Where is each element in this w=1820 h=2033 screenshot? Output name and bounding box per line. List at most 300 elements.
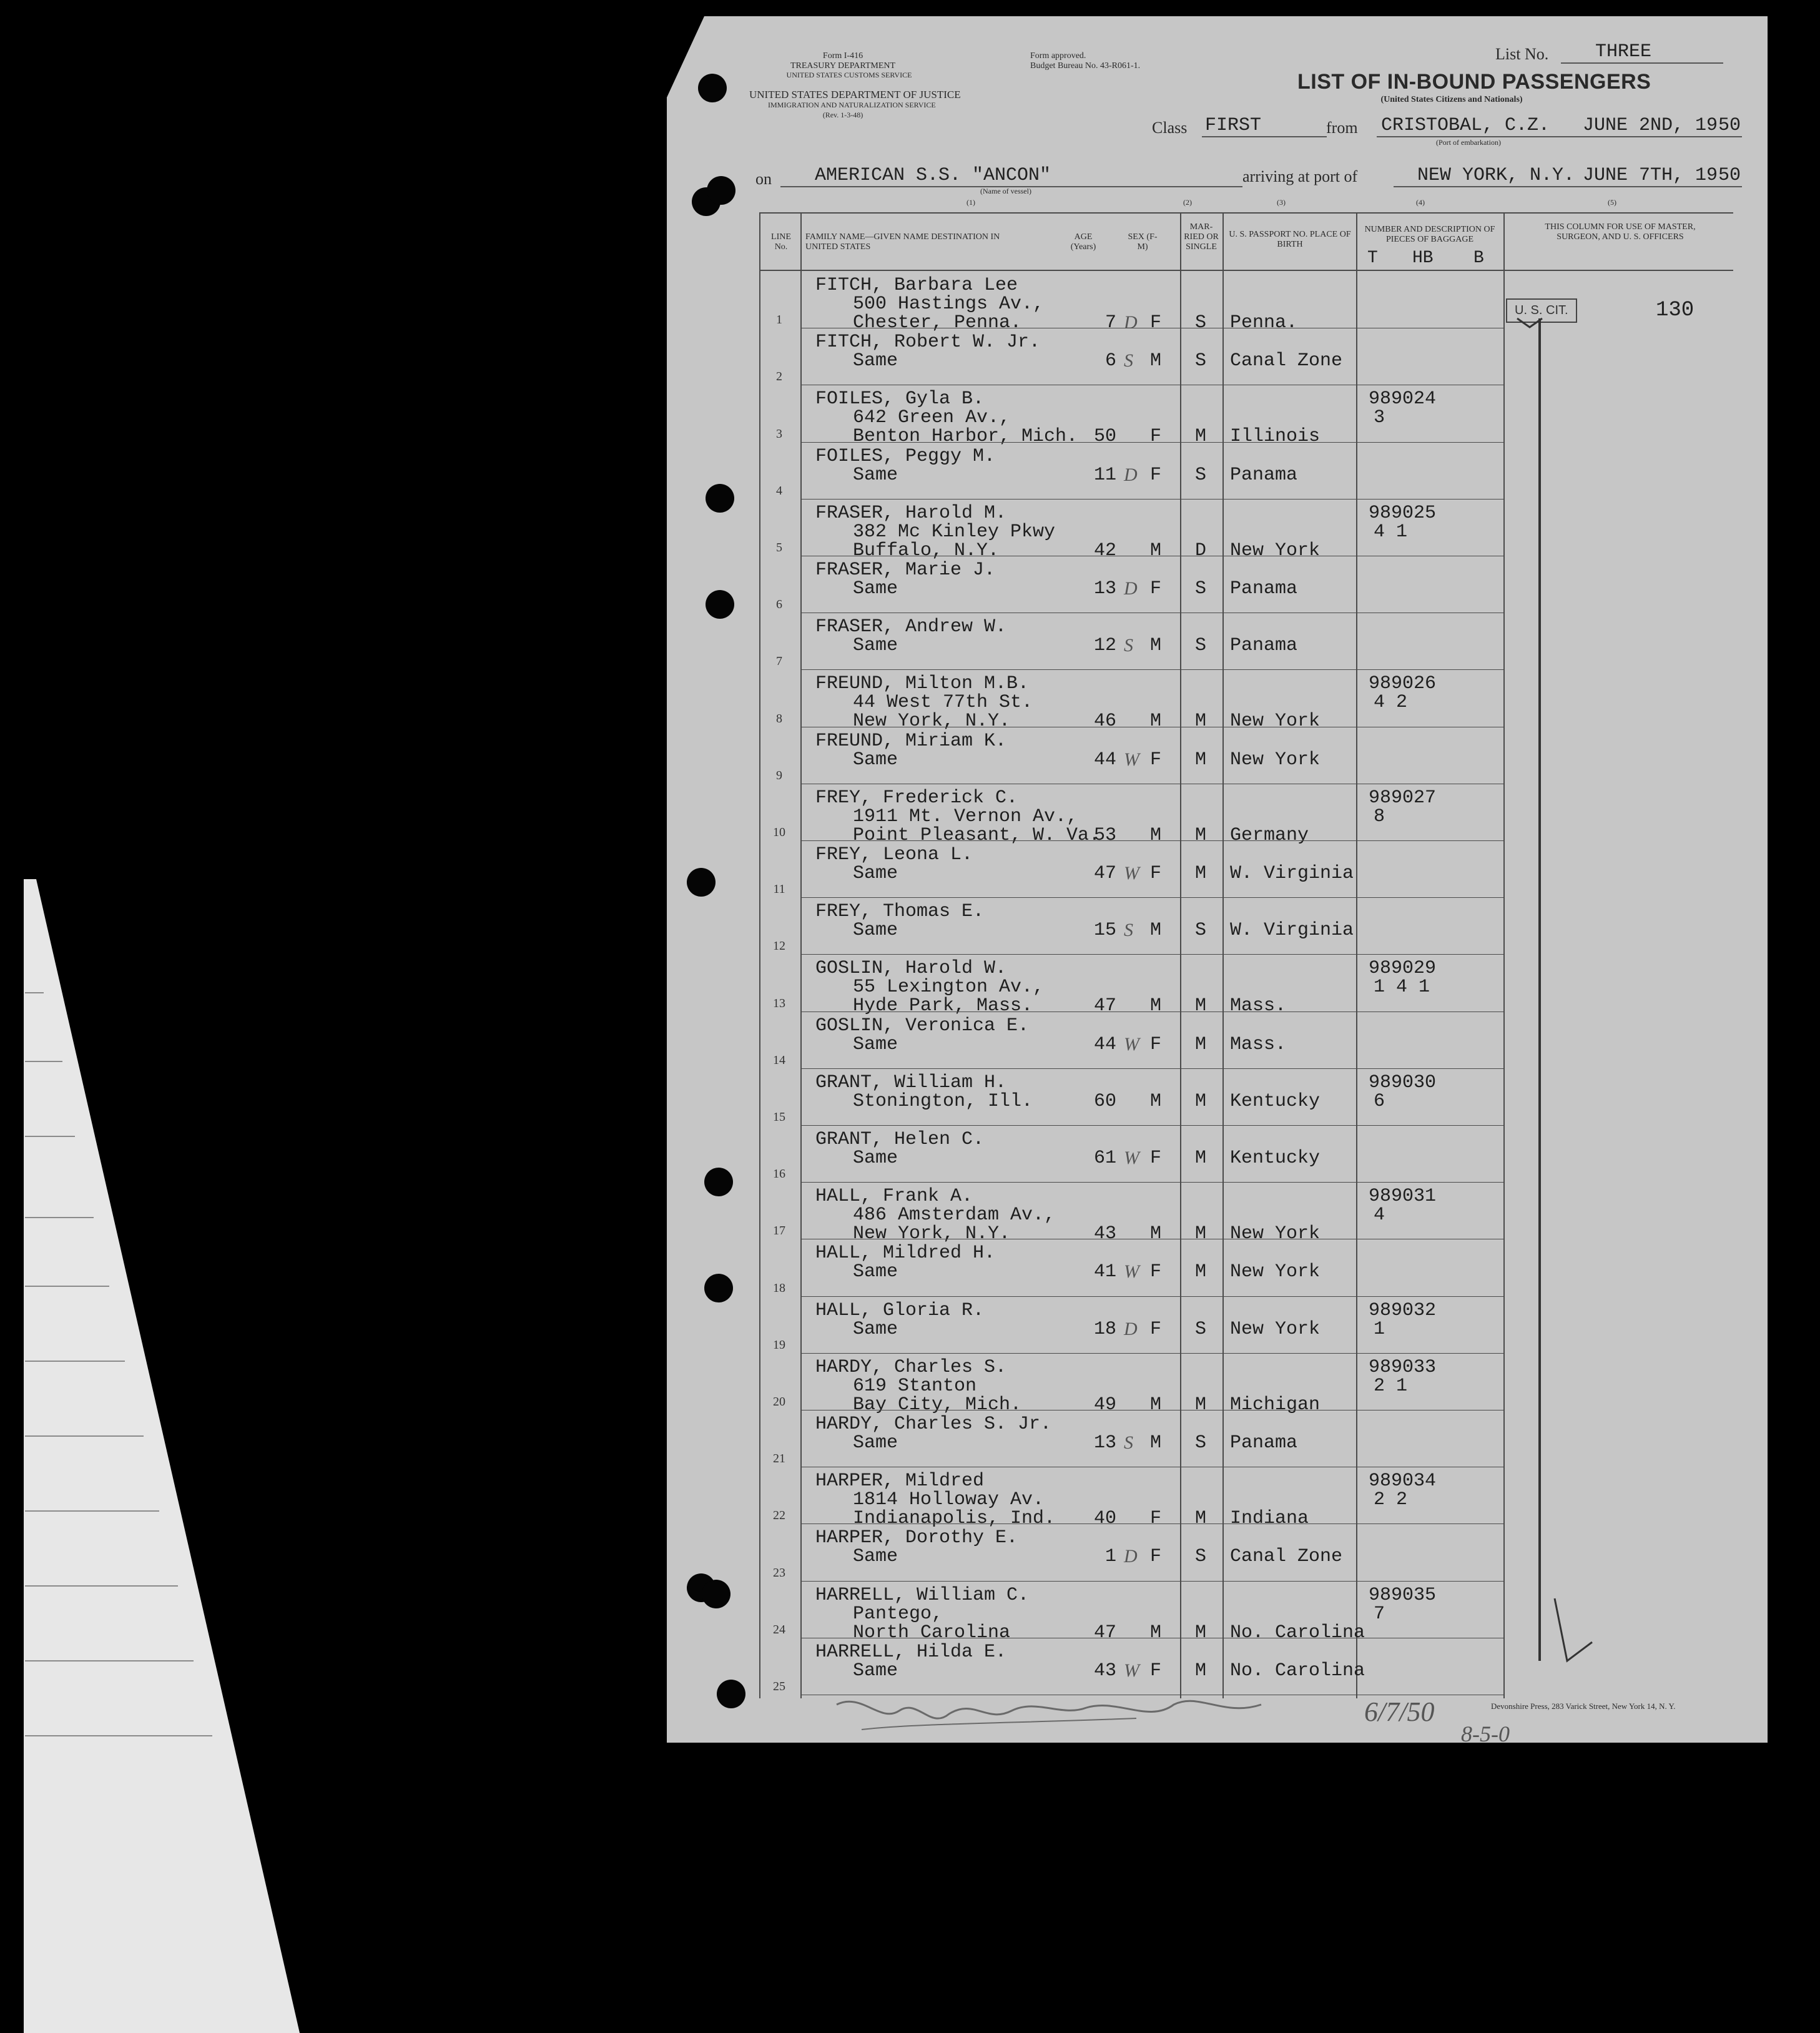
marital-status: M	[1195, 426, 1207, 448]
line-number: 5	[776, 541, 782, 554]
col-head-officers: THIS COLUMN FOR USE OF MASTER, SURGEON, AND U. S. OFFICERS	[1545, 222, 1696, 242]
line-number: 4	[776, 483, 782, 498]
age-mark: D	[1124, 1546, 1138, 1567]
punch-hole	[717, 1680, 745, 1708]
passenger-address: Bay City, Mich.	[853, 1394, 1022, 1415]
line-number: 2	[776, 370, 782, 384]
passenger-sex: F	[1150, 1148, 1162, 1169]
row-divider	[800, 442, 1503, 443]
passenger-address: 382 Mc Kinley Pkwy	[853, 521, 1056, 543]
line-number: 7	[776, 654, 782, 669]
passenger-age: 61	[1093, 1148, 1116, 1169]
line-number: 18	[773, 1281, 785, 1295]
marital-status: D	[1195, 539, 1207, 561]
col-head-baggage: NUMBER AND DESCRIPTION OF PIECES OF BAGGAGE	[1364, 225, 1495, 244]
passenger-sex: F	[1150, 312, 1162, 333]
arrival-line	[1394, 186, 1742, 187]
passenger-address: Same	[853, 1148, 898, 1169]
baggage-counts: 2 2	[1374, 1489, 1408, 1511]
from-port: CRISTOBAL, C.Z.	[1381, 115, 1550, 136]
passenger-address: Same	[853, 1318, 898, 1340]
marital-status: S	[1195, 635, 1207, 657]
passenger-sex: M	[1150, 1622, 1162, 1643]
passenger-sex: M	[1150, 350, 1162, 372]
passenger-name: HARPER, Dorothy E.	[815, 1527, 1018, 1549]
col-head-name: FAMILY NAME—GIVEN NAME DESTINATION IN UNITED STATES	[805, 232, 1000, 252]
place-of-birth: No. Carolina	[1230, 1660, 1365, 1681]
col-number-2: (2)	[1183, 198, 1192, 207]
class-line	[1202, 136, 1327, 137]
place-of-birth: Illinois	[1230, 426, 1321, 448]
age-mark: S	[1124, 635, 1133, 656]
col-number-3: (3)	[1277, 198, 1286, 207]
passenger-name: HARPER, Mildred	[815, 1470, 985, 1492]
punch-hole	[707, 176, 735, 205]
place-of-birth: New York	[1230, 711, 1321, 732]
col-number-4: (4)	[1416, 198, 1425, 207]
row-divider	[800, 840, 1503, 841]
line-number: 15	[773, 1110, 785, 1124]
baggage-counts: 7	[1374, 1603, 1385, 1625]
passenger-age: 41	[1093, 1261, 1116, 1283]
line-number: 23	[773, 1565, 785, 1580]
passenger-sex: F	[1150, 1033, 1162, 1055]
place-of-birth: Indiana	[1230, 1508, 1309, 1530]
marital-status: S	[1195, 464, 1207, 486]
row-divider	[800, 1125, 1503, 1126]
line-number: 16	[773, 1167, 785, 1181]
passenger-age: 49	[1093, 1394, 1116, 1415]
passenger-age: 43	[1093, 1223, 1116, 1245]
passenger-age: 50	[1093, 426, 1116, 448]
marital-status: S	[1195, 1318, 1207, 1340]
passenger-name: FREY, Leona L.	[815, 844, 973, 865]
punch-hole	[687, 868, 716, 897]
col-head-passport: U. S. PASSPORT NO. PLACE OF BIRTH	[1229, 230, 1351, 249]
place-of-birth: New York	[1230, 1261, 1321, 1283]
passenger-sex: F	[1150, 1660, 1162, 1681]
baggage-number: 989033	[1369, 1356, 1437, 1378]
passenger-name: HALL, Mildred H.	[815, 1243, 996, 1264]
passenger-age: 40	[1093, 1508, 1116, 1530]
passenger-address: Same	[853, 1261, 898, 1283]
passenger-age: 44	[1093, 749, 1116, 770]
passenger-name: FREY, Frederick C.	[815, 787, 1018, 809]
passenger-address: Buffalo, N.Y.	[853, 539, 1000, 561]
passenger-address: Indianapolis, Ind.	[853, 1508, 1056, 1530]
marital-status: M	[1195, 1148, 1207, 1169]
passenger-name: HARRELL, William C.	[815, 1584, 1030, 1606]
passenger-address: Pantego,	[853, 1603, 943, 1625]
officer-check-line	[1498, 312, 1611, 1673]
us-citizen-stamp: U. S. CIT.	[1506, 298, 1577, 323]
line-number: 24	[773, 1622, 785, 1637]
line-number: 25	[773, 1680, 785, 1693]
line-number: 6	[776, 598, 782, 612]
place-of-birth: Mass.	[1230, 995, 1287, 1017]
passenger-address: 642 Green Av.,	[853, 407, 1011, 429]
passenger-age: 15	[1093, 920, 1116, 942]
list-no-value: THREE	[1595, 41, 1652, 62]
baggage-counts: 4 2	[1374, 692, 1408, 714]
punch-hole	[698, 74, 727, 102]
marital-status: S	[1195, 578, 1207, 599]
place-of-birth: Canal Zone	[1230, 1546, 1343, 1568]
age-mark: D	[1124, 312, 1138, 333]
marital-status: M	[1195, 824, 1207, 846]
passenger-address: Same	[853, 920, 898, 942]
passenger-name: FREUND, Milton M.B.	[815, 673, 1030, 695]
passenger-sex: F	[1150, 464, 1162, 486]
punch-hole	[702, 1580, 730, 1608]
age-mark: S	[1124, 350, 1133, 372]
col-divider	[1356, 212, 1357, 1698]
marital-status: M	[1195, 711, 1207, 732]
col-divider	[759, 212, 760, 1698]
line-number: 20	[773, 1395, 785, 1409]
row-divider	[800, 954, 1503, 955]
marital-status: M	[1195, 1261, 1207, 1283]
passenger-name: FRASER, Andrew W.	[815, 616, 1007, 638]
col-number-5: (5)	[1608, 198, 1616, 207]
passenger-age: 46	[1093, 711, 1116, 732]
budget-bureau: Budget Bureau No. 43-R061-1.	[1030, 61, 1141, 71]
baggage-counts: 4	[1374, 1204, 1385, 1226]
line-number: 9	[776, 768, 782, 782]
place-of-birth: New York	[1230, 1223, 1321, 1245]
place-of-birth: Panama	[1230, 635, 1298, 657]
baggage-number: 989031	[1369, 1186, 1437, 1208]
revision: (Rev. 1-3-48)	[822, 111, 863, 119]
passenger-address: Same	[853, 749, 898, 770]
passenger-name: HALL, Gloria R.	[815, 1299, 985, 1321]
place-of-birth: New York	[1230, 539, 1321, 561]
passenger-sex: F	[1150, 578, 1162, 599]
passenger-name: FRASER, Harold M.	[815, 502, 1007, 524]
row-divider	[800, 499, 1503, 500]
passenger-name: GOSLIN, Harold W.	[815, 958, 1007, 980]
printer-imprint: Devonshire Press, 283 Varick Street, New York 14, N. Y.	[1491, 1701, 1676, 1711]
row-divider	[800, 1182, 1503, 1183]
from-line	[1377, 136, 1742, 137]
marital-status: M	[1195, 995, 1207, 1017]
place-of-birth: Kentucky	[1230, 1090, 1321, 1112]
col-head-age: AGE (Years)	[1070, 232, 1096, 252]
passenger-address: New York, N.Y.	[853, 711, 1011, 732]
baggage-number: 989025	[1369, 502, 1437, 524]
baggage-counts: 1	[1374, 1318, 1385, 1340]
baggage-counts: 2 1	[1374, 1375, 1408, 1397]
row-divider	[800, 1068, 1503, 1069]
place-of-birth: W. Virginia	[1230, 863, 1354, 884]
passenger-sex: M	[1150, 995, 1162, 1017]
punch-hole	[704, 1274, 733, 1302]
place-of-birth: Michigan	[1230, 1394, 1321, 1415]
passenger-age: 13	[1093, 1432, 1116, 1454]
passenger-age: 44	[1093, 1033, 1116, 1055]
marital-status: S	[1195, 1546, 1207, 1568]
col-divider	[800, 212, 802, 1698]
class-value: FIRST	[1205, 115, 1262, 136]
from-label: from	[1326, 119, 1358, 137]
passenger-age: 53	[1093, 824, 1116, 846]
marital-status: M	[1195, 1394, 1207, 1415]
passenger-address: 1911 Mt. Vernon Av.,	[853, 805, 1078, 827]
passenger-address: Same	[853, 1660, 898, 1681]
passenger-name: FOILES, Peggy M.	[815, 445, 996, 467]
punch-hole	[704, 1168, 733, 1196]
line-number: 13	[773, 996, 785, 1010]
form-number: Form I-416	[822, 51, 863, 61]
passenger-address: Stonington, Ill.	[853, 1090, 1033, 1112]
baggage-b-head: B	[1473, 249, 1484, 268]
row-divider	[800, 1353, 1503, 1354]
passenger-address: Hyde Park, Mass.	[853, 995, 1033, 1017]
marital-status: S	[1195, 312, 1207, 333]
stamp-count: 130	[1656, 298, 1695, 322]
baggage-counts: 6	[1374, 1090, 1385, 1112]
passenger-age: 11	[1093, 464, 1116, 486]
age-mark: D	[1124, 1318, 1138, 1339]
marital-status: M	[1195, 1033, 1207, 1055]
punch-hole	[706, 484, 734, 513]
passenger-address: Same	[853, 464, 898, 486]
age-mark: W	[1124, 863, 1139, 884]
place-of-birth: W. Virginia	[1230, 920, 1354, 942]
passenger-address: New York, N.Y.	[853, 1223, 1011, 1245]
line-number: 1	[776, 313, 782, 327]
form-approved: Form approved.	[1030, 51, 1086, 61]
line-number: 10	[773, 825, 785, 839]
passenger-address: 486 Amsterdam Av.,	[853, 1204, 1056, 1226]
passenger-address: Benton Harbor, Mich.	[853, 426, 1078, 448]
baggage-counts: 1 4 1	[1374, 977, 1430, 998]
adjacent-page-sliver	[0, 0, 312, 2033]
place-of-birth: Kentucky	[1230, 1148, 1321, 1169]
passenger-age: 47	[1093, 1622, 1116, 1643]
baggage-number: 989034	[1369, 1470, 1437, 1492]
passenger-address: 1814 Holloway Av.	[853, 1489, 1045, 1511]
marital-status: M	[1195, 1660, 1207, 1681]
passenger-age: 18	[1093, 1318, 1116, 1340]
place-of-birth: New York	[1230, 749, 1321, 770]
col-head-married: MAR-RIED OR SINGLE	[1184, 222, 1219, 252]
signature-date: 6/7/50	[1364, 1696, 1435, 1727]
age-mark: W	[1124, 1660, 1139, 1681]
passenger-age: 12	[1093, 635, 1116, 657]
place-of-birth: Mass.	[1230, 1033, 1287, 1055]
ins-service: IMMIGRATION AND NATURALIZATION SERVICE	[768, 101, 936, 109]
age-mark: W	[1124, 1148, 1139, 1168]
place-of-birth: Germany	[1230, 824, 1309, 846]
from-date: JUNE 2ND, 19	[1583, 115, 1718, 136]
passenger-name: FREUND, Miriam K.	[815, 730, 1007, 752]
embark-note: (Port of embarkation)	[1436, 138, 1501, 147]
passenger-sex: M	[1150, 1432, 1162, 1454]
list-subtitle: (United States Citizens and Nationals)	[1380, 95, 1523, 104]
row-divider	[800, 897, 1503, 898]
passenger-address: Same	[853, 350, 898, 372]
table-top-border	[759, 212, 1733, 214]
passenger-age: 60	[1093, 1090, 1116, 1112]
place-of-birth: Panama	[1230, 1432, 1298, 1454]
passenger-sex: F	[1150, 1546, 1162, 1568]
passenger-address: Same	[853, 578, 898, 599]
baggage-number: 989030	[1369, 1071, 1437, 1093]
passenger-address: 44 West 77th St.	[853, 692, 1033, 714]
passenger-address: 55 Lexington Av.,	[853, 977, 1045, 998]
class-label: Class	[1152, 119, 1188, 137]
passenger-sex: F	[1150, 1261, 1162, 1283]
passenger-age: 13	[1093, 578, 1116, 599]
passenger-address: North Carolina	[853, 1622, 1011, 1643]
passenger-sex: M	[1150, 635, 1162, 657]
baggage-number: 989029	[1369, 958, 1437, 980]
place-of-birth: Canal Zone	[1230, 350, 1343, 372]
passenger-sex: M	[1150, 920, 1162, 942]
marital-status: M	[1195, 1508, 1207, 1530]
age-mark: W	[1124, 749, 1139, 770]
passenger-name: GOSLIN, Veronica E.	[815, 1015, 1030, 1036]
passenger-sex: M	[1150, 711, 1162, 732]
line-number: 19	[773, 1337, 785, 1352]
passenger-sex: M	[1150, 1394, 1162, 1415]
passenger-name: HARDY, Charles S.	[815, 1356, 1007, 1378]
passenger-name: FRASER, Marie J.	[815, 559, 996, 581]
passenger-address: Same	[853, 1432, 898, 1454]
line-number: 17	[773, 1224, 785, 1238]
age-mark: W	[1124, 1033, 1139, 1055]
line-number: 12	[773, 939, 785, 953]
passenger-address: Same	[853, 863, 898, 884]
arrival-date: JUNE 7TH, 19	[1583, 165, 1718, 186]
arriving-label: arriving at port of	[1242, 167, 1358, 185]
col-number-1: (1)	[967, 198, 975, 207]
marital-status: S	[1195, 1432, 1207, 1454]
treasury-dept: TREASURY DEPARTMENT	[790, 61, 896, 71]
age-mark: D	[1124, 578, 1138, 599]
passenger-sex: M	[1150, 1090, 1162, 1112]
passenger-address: Same	[853, 1033, 898, 1055]
age-mark: S	[1124, 1432, 1133, 1453]
marital-status: M	[1195, 1090, 1207, 1112]
baggage-counts: 4 1	[1374, 521, 1408, 543]
passenger-name: FITCH, Barbara Lee	[815, 275, 1018, 296]
baggage-number: 989027	[1369, 787, 1437, 809]
passenger-age: 6	[1104, 350, 1116, 372]
passenger-name: HALL, Frank A.	[815, 1186, 973, 1208]
list-no-line	[1561, 62, 1723, 64]
passenger-address: Same	[853, 635, 898, 657]
line-number: 22	[773, 1509, 785, 1523]
passenger-age: 43	[1093, 1660, 1116, 1681]
passenger-address: Same	[853, 1546, 898, 1568]
baggage-counts: 3	[1374, 407, 1385, 429]
age-mark: S	[1124, 920, 1133, 941]
table-header-border	[759, 270, 1733, 271]
row-divider	[800, 1581, 1503, 1582]
col-head-line: LINE No.	[771, 232, 791, 252]
list-no-label: List No.	[1495, 45, 1549, 63]
punch-hole	[706, 590, 734, 619]
baggage-number: 989032	[1369, 1299, 1437, 1321]
passenger-age: 47	[1093, 995, 1116, 1017]
passenger-address: Point Pleasant, W. Va.	[853, 824, 1101, 846]
passenger-sex: M	[1150, 1223, 1162, 1245]
baggage-number: 989024	[1369, 388, 1437, 410]
baggage-number: 989035	[1369, 1584, 1437, 1606]
marital-status: M	[1195, 863, 1207, 884]
place-of-birth: Panama	[1230, 464, 1298, 486]
baggage-hb-head: HB	[1412, 249, 1434, 268]
marital-status: M	[1195, 749, 1207, 770]
line-number: 3	[776, 426, 782, 441]
passenger-name: HARDY, Charles S. Jr.	[815, 1414, 1052, 1435]
marital-status: M	[1195, 1622, 1207, 1643]
marital-status: S	[1195, 920, 1207, 942]
passenger-age: 1	[1104, 1546, 1116, 1568]
passenger-name: GRANT, William H.	[815, 1071, 1007, 1093]
customs-service: UNITED STATES CUSTOMS SERVICE	[786, 71, 912, 79]
line-number: 21	[773, 1452, 785, 1466]
row-divider	[800, 669, 1503, 670]
passenger-name: FOILES, Gyla B.	[815, 388, 985, 410]
passenger-name: HARRELL, Hilda E.	[815, 1641, 1007, 1663]
handwritten-code: 8-5-0	[1461, 1721, 1510, 1746]
baggage-number: 989026	[1369, 673, 1437, 695]
baggage-t-head: T	[1367, 249, 1378, 268]
line-number: 8	[776, 711, 782, 726]
passenger-sex: F	[1150, 863, 1162, 884]
passenger-name: FREY, Thomas E.	[815, 901, 985, 923]
age-mark: W	[1124, 1261, 1139, 1282]
arrival-port: NEW YORK, N.Y.	[1417, 165, 1575, 186]
col-divider	[1180, 212, 1181, 1698]
passenger-sex: F	[1150, 749, 1162, 770]
justice-dept: UNITED STATES DEPARTMENT OF JUSTICE	[749, 89, 961, 101]
col-head-sex: SEX (F-M)	[1128, 232, 1158, 252]
passenger-age: 47	[1093, 863, 1116, 884]
passenger-address: 500 Hastings Av.,	[853, 293, 1045, 315]
list-title: LIST OF IN-BOUND PASSENGERS	[1297, 70, 1651, 94]
passenger-sex: F	[1150, 1508, 1162, 1530]
marital-status: S	[1195, 350, 1207, 372]
arrival-year: 50	[1718, 165, 1741, 186]
place-of-birth: New York	[1230, 1318, 1321, 1340]
passenger-sex: M	[1150, 824, 1162, 846]
passenger-address: Chester, Penna.	[853, 312, 1022, 333]
place-of-birth: No. Carolina	[1230, 1622, 1365, 1643]
place-of-birth: Panama	[1230, 578, 1298, 599]
col-divider	[1222, 212, 1224, 1698]
from-year: 50	[1718, 115, 1741, 136]
passenger-sex: M	[1150, 539, 1162, 561]
passenger-name: GRANT, Helen C.	[815, 1129, 985, 1150]
age-mark: D	[1124, 464, 1138, 485]
vessel-name: AMERICAN S.S. "ANCON"	[815, 165, 1051, 186]
passenger-age: 7	[1104, 312, 1116, 333]
passenger-name: FITCH, Robert W. Jr.	[815, 332, 1041, 353]
passenger-sex: F	[1150, 426, 1162, 448]
line-number: 11	[773, 882, 785, 897]
on-label: on	[755, 170, 772, 188]
passenger-age: 42	[1093, 539, 1116, 561]
vessel-note: (Name of vessel)	[980, 187, 1031, 195]
baggage-counts: 8	[1374, 805, 1385, 827]
line-number: 14	[773, 1053, 785, 1067]
passenger-address: 619 Stanton	[853, 1375, 977, 1397]
passenger-sex: F	[1150, 1318, 1162, 1340]
